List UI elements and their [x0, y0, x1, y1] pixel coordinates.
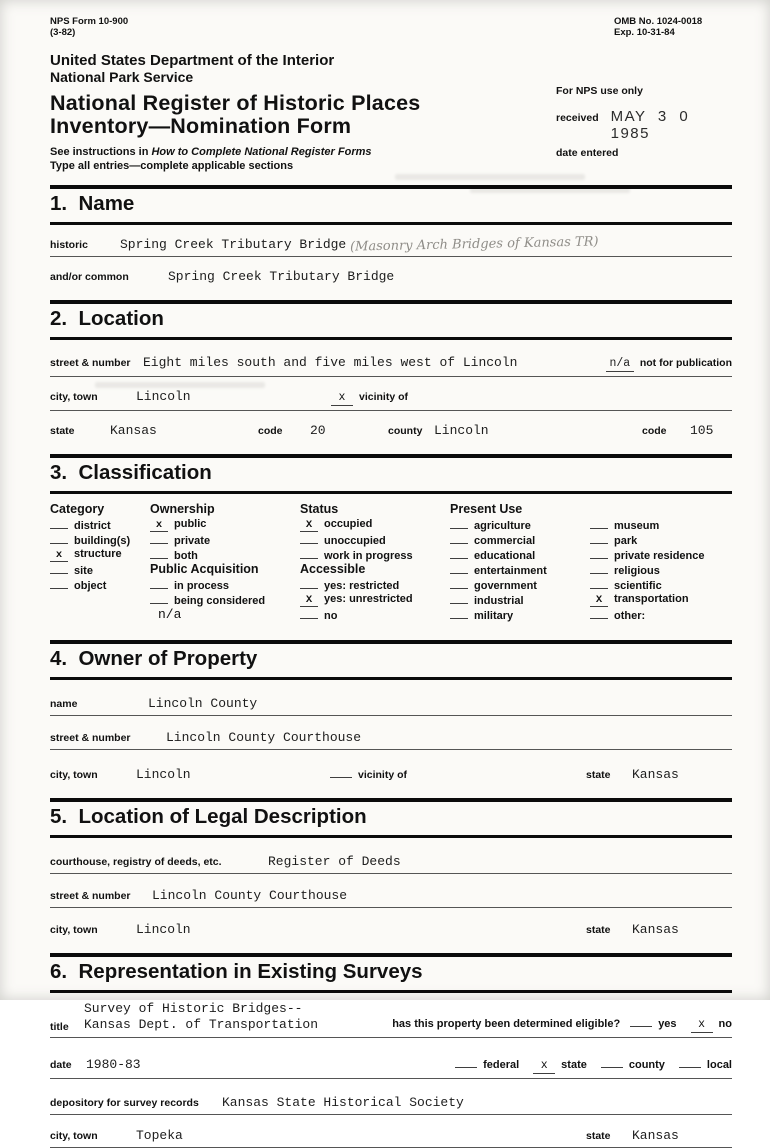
depository-field[interactable]: Kansas State Historical Society: [222, 1095, 464, 1110]
checkbox-item: [590, 532, 732, 547]
checkbox-line[interactable]: [450, 607, 468, 619]
city-town-row: [50, 389, 732, 411]
checkbox-item: [50, 517, 150, 532]
section-5-heading: 5. Location of Legal Description: [50, 798, 732, 838]
checkbox-item: [450, 577, 590, 592]
omb-block: [614, 16, 732, 38]
historic-handwritten-annotation: (Masonry Arch Bridges of Kansas TR): [350, 234, 599, 255]
checkbox-line[interactable]: X: [590, 595, 608, 607]
depository-row: [50, 1095, 732, 1115]
checkbox-label: occupied: [324, 518, 373, 530]
eligible-yes-checkbox[interactable]: [630, 1013, 652, 1027]
classification-group-label: Status: [300, 502, 339, 516]
owner-name-field[interactable]: Lincoln County: [148, 696, 258, 711]
county-checkbox[interactable]: [601, 1054, 623, 1068]
checkbox-line[interactable]: [300, 547, 318, 559]
legal-state-label: state: [586, 924, 611, 936]
survey-title-label: title: [50, 1021, 69, 1033]
checkbox-item: [300, 577, 450, 592]
checkbox-line[interactable]: [450, 592, 468, 604]
checkbox-line[interactable]: [590, 532, 608, 544]
checkbox-item: [150, 577, 300, 592]
checkbox-item: [590, 607, 732, 622]
checkbox-item: [590, 517, 732, 532]
legal-street-row: [50, 888, 732, 908]
section-2-heading: 2. Location: [50, 300, 732, 340]
courthouse-label: courthouse, registry of deeds, etc.: [50, 856, 222, 868]
legal-state-field[interactable]: Kansas: [632, 922, 679, 937]
owner-street-field[interactable]: Lincoln County Courthouse: [166, 730, 362, 745]
omb-number: OMB No. 1024-0018: [614, 16, 703, 27]
checkbox-label: entertainment: [474, 565, 547, 577]
state-check-label: state: [561, 1059, 587, 1071]
county-field[interactable]: Lincoln: [434, 423, 489, 438]
owner-vicinity-checkbox[interactable]: [330, 764, 352, 778]
checkbox-item: [590, 547, 732, 562]
historic-label: historic: [50, 239, 88, 251]
eligible-no-checkbox[interactable]: x: [691, 1019, 713, 1033]
vicinity-label: vicinity of: [359, 391, 409, 403]
checkbox-label: government: [474, 580, 537, 592]
state-checkbox[interactable]: x: [533, 1060, 555, 1074]
state-county-row: [50, 423, 732, 442]
courthouse-row: [50, 854, 732, 874]
checkbox-label: religious: [614, 565, 660, 577]
owner-vicinity-label: vicinity of: [358, 769, 408, 781]
checkbox-line[interactable]: [590, 517, 608, 529]
department-title: United States Department of the Interior: [50, 52, 335, 69]
checkbox-line[interactable]: x: [150, 520, 168, 532]
checkbox-label: transportation: [614, 593, 689, 605]
checkbox-item: [150, 592, 300, 607]
owner-name-label: name: [50, 698, 78, 710]
legal-city-label: city, town: [50, 924, 98, 936]
checkbox-line[interactable]: [590, 607, 608, 619]
classification-column: [590, 502, 732, 622]
checkbox-item: [50, 577, 150, 592]
survey-city-row: [50, 1128, 732, 1148]
classification-na-value: n/a: [158, 607, 182, 622]
vicinity-checkbox[interactable]: x: [331, 392, 353, 406]
not-for-publication-checkbox[interactable]: n/a: [606, 358, 634, 372]
checkbox-line[interactable]: [150, 547, 168, 559]
checkbox-item: [450, 532, 590, 547]
checkbox-line[interactable]: [300, 607, 318, 619]
received-label: received: [556, 112, 599, 124]
classification-group-label: Public Acquisition: [150, 562, 259, 576]
checkbox-item: [150, 517, 300, 532]
checkbox-label: structure: [74, 548, 122, 560]
owner-city-row: [50, 764, 732, 786]
checkbox-item: [150, 532, 300, 547]
checkbox-line[interactable]: [50, 532, 68, 544]
county-check-label: county: [628, 1059, 665, 1071]
checkbox-item: [300, 517, 450, 532]
checkbox-line[interactable]: [50, 562, 68, 574]
checkbox-label: public: [174, 518, 207, 530]
nps-use-only-label: For NPS use only: [556, 85, 643, 97]
street-number-label: street & number: [50, 357, 131, 369]
checkbox-item: [50, 547, 150, 562]
checkbox-line[interactable]: [150, 532, 168, 544]
legal-street-field[interactable]: Lincoln County Courthouse: [152, 888, 348, 903]
checkbox-label: in process: [174, 580, 230, 592]
survey-date-label: date: [50, 1059, 72, 1071]
county-code-field[interactable]: 105: [690, 423, 714, 438]
checkbox-line[interactable]: [150, 592, 168, 604]
checkbox-item: [450, 547, 590, 562]
not-for-publication-label: not for publication: [639, 357, 732, 369]
checkbox-label: unoccupied: [324, 535, 386, 547]
checkbox-label: educational: [474, 550, 536, 562]
owner-name-row: [50, 696, 732, 716]
checkbox-line[interactable]: [590, 547, 608, 559]
checkbox-line[interactable]: [450, 577, 468, 589]
classification-group-label: Present Use: [450, 502, 523, 516]
section-1-heading: 1. Name: [50, 185, 732, 225]
checkbox-label: work in progress: [324, 550, 413, 562]
instructions: [50, 146, 556, 173]
checkbox-item: [450, 517, 590, 532]
county-code-label: code: [642, 425, 667, 437]
checkbox-item: [300, 607, 450, 622]
checkbox-line[interactable]: [300, 532, 318, 544]
form-title-line1: National Register of Historic Places: [50, 91, 421, 115]
checkbox-label: yes: unrestricted: [324, 593, 413, 605]
checkbox-label: object: [74, 580, 107, 592]
survey-state-field[interactable]: Kansas: [632, 1128, 679, 1143]
classification-column: [50, 502, 150, 622]
checkbox-line[interactable]: [590, 562, 608, 574]
form-title: [50, 92, 556, 138]
checkbox-item: [150, 547, 300, 562]
nps-use-block: [556, 69, 732, 173]
checkbox-line[interactable]: X: [300, 595, 318, 607]
form-number: NPS Form 10-900: [50, 16, 129, 27]
checkbox-line[interactable]: [50, 517, 68, 529]
checkbox-label: agriculture: [474, 520, 531, 532]
checkbox-label: site: [74, 565, 93, 577]
county-label: county: [388, 425, 423, 437]
legal-city-field[interactable]: Lincoln: [136, 922, 191, 937]
checkbox-item: [450, 562, 590, 577]
checkbox-label: being considered: [174, 595, 266, 607]
checkbox-label: no: [324, 610, 338, 622]
eligible-yes-label: yes: [658, 1018, 677, 1030]
survey-date-row: [50, 1054, 732, 1079]
checkbox-item: [300, 532, 450, 547]
instructions-prefix: See instructions in: [50, 146, 152, 158]
state-field[interactable]: Kansas: [110, 423, 157, 438]
date-entered-label: date entered: [556, 147, 619, 159]
owner-state-field[interactable]: Kansas: [632, 767, 679, 782]
common-name-field[interactable]: Spring Creek Tributary Bridge: [168, 269, 395, 284]
checkbox-item: [450, 607, 590, 622]
checkbox-line[interactable]: [50, 577, 68, 589]
classification-group-label: [590, 502, 732, 517]
survey-title-line2: Kansas Dept. of Transportation: [84, 1017, 319, 1032]
state-label: state: [50, 425, 75, 437]
checkbox-item: [590, 562, 732, 577]
section-3-heading: 3. Classification: [50, 454, 732, 494]
survey-title-line1: Survey of Historic Bridges--: [84, 1001, 303, 1016]
eligible-no-label: no: [718, 1018, 732, 1030]
checkbox-line[interactable]: [450, 532, 468, 544]
federal-label: federal: [483, 1059, 520, 1071]
form-title-line2: Inventory—Nomination Form: [50, 114, 352, 138]
checkbox-label: commercial: [474, 535, 536, 547]
checkbox-item: [450, 592, 590, 607]
checkbox-line[interactable]: [590, 577, 608, 589]
street-number-field[interactable]: Eight miles south and five miles west of Lincoln: [143, 355, 518, 370]
checkbox-item: [590, 592, 732, 607]
survey-city-field[interactable]: Topeka: [136, 1128, 183, 1143]
checkbox-label: private: [174, 535, 211, 547]
form-header-top: [50, 16, 732, 38]
eligibility-question: has this property been determined eligible?: [392, 1018, 621, 1030]
survey-city-label: city, town: [50, 1130, 98, 1142]
checkbox-label: military: [474, 610, 514, 622]
section-6-heading: 6. Representation in Existing Surveys: [50, 953, 732, 993]
classification-column: [300, 502, 450, 622]
checkbox-label: yes: restricted: [324, 580, 400, 592]
checkbox-line[interactable]: x: [50, 550, 68, 562]
agency-title: National Park Service: [50, 69, 194, 85]
local-check-label: local: [706, 1059, 732, 1071]
checkbox-label: private residence: [614, 550, 705, 562]
local-checkbox[interactable]: [679, 1054, 701, 1068]
form-revision: (3-82): [50, 27, 76, 38]
form-number-block: [50, 16, 128, 38]
owner-state-label: state: [586, 769, 611, 781]
checkbox-line[interactable]: [150, 577, 168, 589]
classification-grid: [50, 502, 732, 628]
checkbox-item: [590, 577, 732, 592]
survey-state-label: state: [586, 1130, 611, 1142]
historic-name-field[interactable]: Spring Creek Tributary Bridge: [120, 237, 347, 252]
checkbox-label: other:: [614, 610, 646, 622]
survey-title-field[interactable]: [84, 1001, 318, 1033]
state-code-label: code: [258, 425, 283, 437]
checkbox-label: building(s): [74, 535, 131, 547]
owner-city-field[interactable]: Lincoln: [136, 767, 191, 782]
street-number-row: [50, 355, 732, 377]
owner-street-label: street & number: [50, 732, 131, 744]
checkbox-label: museum: [614, 520, 660, 532]
received-date-stamp: MAY 3 0 1985: [610, 108, 690, 142]
checkbox-line[interactable]: [450, 562, 468, 574]
survey-title-row: [50, 1001, 732, 1038]
classification-column: [450, 502, 590, 622]
common-name-row: [50, 269, 732, 288]
checkbox-label: industrial: [474, 595, 524, 607]
checkbox-line[interactable]: X: [300, 520, 318, 532]
classification-column: [150, 502, 300, 622]
legal-street-label: street & number: [50, 890, 131, 902]
checkbox-line[interactable]: [300, 577, 318, 589]
checkbox-line[interactable]: [450, 547, 468, 559]
classification-group-label: Ownership: [150, 502, 215, 516]
city-town-field[interactable]: Lincoln: [136, 389, 191, 404]
checkbox-item: [300, 592, 450, 607]
state-code-field[interactable]: 20: [310, 423, 326, 438]
depository-label: depository for survey records: [50, 1097, 199, 1109]
instructions-line2: Type all entries—complete applicable sections: [50, 159, 294, 172]
classification-group-label: Accessible: [300, 562, 366, 576]
checkbox-label: both: [174, 550, 198, 562]
survey-date-field[interactable]: 1980-83: [86, 1057, 141, 1072]
federal-checkbox[interactable]: [455, 1054, 477, 1068]
checkbox-label: district: [74, 520, 111, 532]
legal-city-row: [50, 922, 732, 941]
checkbox-label: scientific: [614, 580, 662, 592]
classification-group-label: Category: [50, 502, 105, 516]
eligibility-group: [392, 1013, 732, 1033]
section-4-heading: 4. Owner of Property: [50, 640, 732, 680]
owner-city-label: city, town: [50, 769, 98, 781]
checkbox-label: park: [614, 535, 638, 547]
checkbox-item: [50, 532, 150, 547]
header-main: [50, 69, 732, 173]
owner-street-row: [50, 730, 732, 750]
instructions-reference: How to Complete National Register Forms: [151, 146, 372, 158]
city-town-label: city, town: [50, 391, 98, 403]
checkbox-line[interactable]: [450, 517, 468, 529]
checkbox-item: [50, 562, 150, 577]
historic-name-row: [50, 234, 732, 257]
common-name-label: and/or common: [50, 271, 129, 283]
checkbox-item: [300, 547, 450, 562]
omb-expiration: Exp. 10-31-84: [614, 27, 675, 38]
courthouse-field[interactable]: Register of Deeds: [268, 854, 401, 869]
